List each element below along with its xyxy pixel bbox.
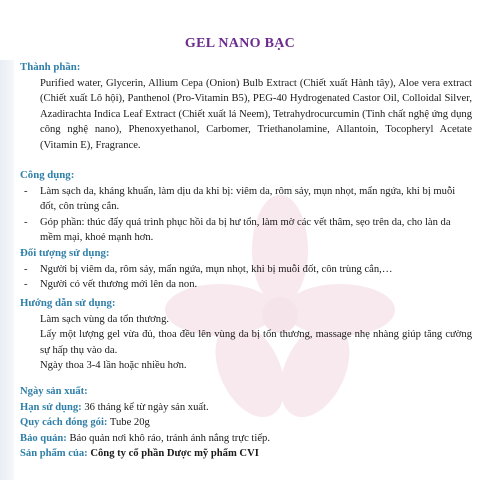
- storage-row: [20, 431, 472, 447]
- left-decorative-bar: [0, 60, 14, 480]
- expiry-label: Hạn sử dụng:: [20, 401, 82, 413]
- product-details-section: [20, 384, 472, 462]
- ingredients-heading: Thành phần:: [20, 61, 81, 73]
- product-title: GEL NANO BẠC: [184, 36, 296, 51]
- packing-row: [20, 415, 472, 431]
- uses-item: - Làm sạch da, kháng khuẩn, làm dịu da khi bị: viêm da, rôm sảy, mụn nhọt, mẩn ngứa, khi bị muỗi đốt, côn trùng cắn.: [20, 184, 472, 215]
- instructions-line: Ngày thoa 3-4 lần hoặc nhiều hơn.: [40, 360, 187, 372]
- storage-label: Bảo quản:: [20, 432, 67, 444]
- instructions-line: Lấy một lượng gel vừa đủ, thoa đều lên vùng da bị tổn thương, massage nhẹ nhàng giúp tăng cường sự hấp thụ vào da.: [40, 329, 472, 356]
- expiry-value: 36 tháng kể từ ngày sản xuất.: [81, 401, 209, 413]
- storage-value: Bảo quản nơi khô ráo, tránh ánh nắng trực tiếp.: [66, 432, 270, 444]
- expiry-row: [20, 400, 472, 416]
- packing-label: Quy cách đóng gói:: [20, 417, 108, 429]
- uses-heading: Công dụng:: [20, 169, 75, 181]
- ingredients-text: Purified water, Glycerin, Allium Cepa (Onion) Bulb Extract (Chiết xuất Hành tây), Aloe vera extract (Chiết xuất Lô hội), Panthenol (Pro-Vitamin B5), PEG-40 Hydrogenated Castor Oil, Colloidal Silver, Azadirachta Indica Leaf Extract (Chiết xuất lá Neem), Tetrahydrocurcumin (Tinh chất nghệ ứng dụng công nghệ nano), Phenoxyethanol, Carbomer, Triethanolamine, Allantoin, Tocopheryl Acetate (Vitamin E), Fragrance.: [40, 77, 472, 151]
- mfg-date-label: Ngày sản xuất:: [20, 386, 88, 397]
- uses-item: - Góp phần: thúc đẩy quá trình phục hồi da bị hư tổn, làm mờ các vết thâm, sẹo trên da, cho làn da mềm mại, khoẻ mạnh hơn.: [20, 215, 472, 246]
- target-heading: Đối tượng sử dụng:: [20, 247, 110, 259]
- bullet-dash: -: [24, 279, 28, 291]
- instructions-heading: Hướng dẫn sử dụng:: [20, 297, 116, 309]
- bullet-dash: -: [24, 216, 28, 228]
- target-section: [20, 246, 472, 293]
- ingredients-section: [20, 60, 472, 154]
- packing-value: Tube 20g: [107, 417, 150, 429]
- target-item: - Người bị viêm da, rôm sảy, mẩn ngứa, mụn nhọt, khi bị muỗi đốt, côn trùng cắn,…: [20, 262, 472, 278]
- bullet-dash: -: [24, 185, 28, 197]
- uses-section: [20, 168, 472, 246]
- instructions-line: Làm sạch vùng da tổn thương.: [40, 313, 170, 325]
- manufacturer-value: Công ty cổ phần Dược mỹ phẩm CVI: [87, 448, 259, 460]
- manufacturer-row: [20, 446, 472, 462]
- target-item: - Người có vết thương mới lên da non.: [20, 277, 472, 293]
- bullet-dash: -: [24, 263, 28, 275]
- manufacturer-label: Sản phẩm của:: [20, 448, 88, 460]
- instructions-section: [20, 296, 472, 374]
- mfg-date-row: [20, 384, 472, 400]
